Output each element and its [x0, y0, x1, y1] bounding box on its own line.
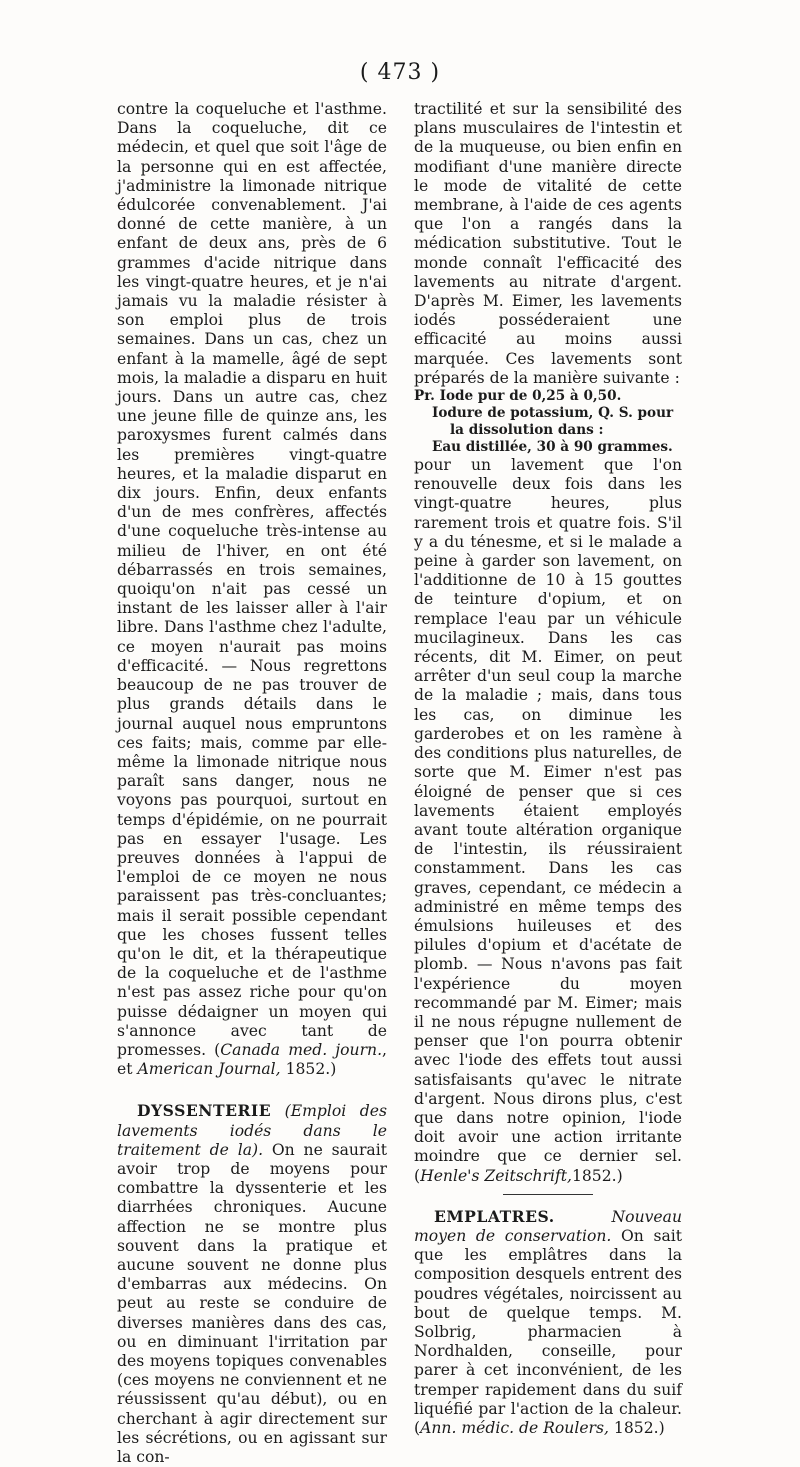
right-column: [414, 100, 682, 1438]
section-heading: DYSSENTERIE: [137, 1101, 272, 1121]
paragraph-continuation: tractilité et sur la sensibilité des plans musculaires de l'intestin et de la muqueuse, ou bien enfin en modifiant d'une manière directe le mode de vitalité de cette membrane, à l'aide de ces agents que l'on a rangés dans la médication substitutive. Tout le monde connaît l'efficacité des lavements au nitrate d'argent. D'après M. Eimer, les lavements iodés posséderaient une efficacité au moins aussi marquée. Ces lavements sont préparés de la manière suivante :: [414, 100, 682, 387]
citation: American Journal,: [137, 1060, 281, 1079]
paragraph-text: 1852.): [608, 1419, 665, 1437]
section-heading: EMPLATRES.: [434, 1206, 555, 1226]
prescription-line: Pr. Iode pur de 0,25 à 0,50.: [414, 388, 622, 405]
section-subtitle: (Emploi des lavements iodés dans le traitement de la).: [117, 1102, 387, 1159]
section-divider: [503, 1194, 593, 1195]
section-gap: [117, 1079, 387, 1101]
page-number: ( 473 ): [359, 60, 441, 85]
paragraph-text: pour un lavement que l'on renouvelle deux fois dans les vingt-quatre heures, plus rarement trois et quatre fois. S'il y a du ténesme, et si le malade a peine à garder son lavement, on l'additionne de 10 à 15 gouttes de teinture d'opium, et on remplace l'eau par un véhicule mucilagineux. Dans les cas récents, dit M. Eimer, on peut arrêter d'un seul coup la marche de la maladie ; mais, dans tous les cas, on diminue les garderobes et on les ramène à des conditions plus naturelles, de sorte que M. Eimer n'est pas éloigné de penser que si ces lavements étaient employés avant toute altération organique de l'intestin, ils réussiraient constamment. Dans les cas graves, cependant, ce médecin a administré en même temps des émulsions huileuses et des pilules d'opium et d'acétate de plomb. — Nous n'avons pas fait l'expérience du moyen recommandé par M. Eimer; mais il ne nous répugne nullement de penser que l'on pourra obtenir avec l'iode des effets tout aussi satisfaisants qu'avec le nitrate d'argent. Nous dirons plus, c'est que dans notre opinion, l'iode doit avoir une action irritante moindre que ce dernier sel. (: [414, 456, 682, 1185]
paragraph-text: On sait que les emplâtres dans la composition desquels entrent des poudres végétales, noircissent au bout de quelque temps. M. Solbrig, pharmacien à Nordhalden, conseille, pour parer à cet inconvénient, de les tremper rapidement dans du suif liquéfié par l'action de la chaleur. (: [414, 1226, 682, 1437]
citation: Henle's Zeitschrift,: [420, 1166, 572, 1185]
paragraph-text: 1852.): [571, 1166, 623, 1185]
paragraph-text: On ne saurait avoir trop de moyens pour combattre la dyssenterie et les diarrhées chroniques. Aucune affection ne se montre plus souvent dans la pratique et aucune souvent ne donne plus d'embarras aux médecins. On peut au reste se conduire de diverses manières dans des cas, ou en diminuant l'irritation par des moyens topiques convenables (ces moyens ne conviennent et ne réussissent qu'au début), ou en cherchant à agir directement sur les sécrétions, ou en agissant sur la con-: [117, 1140, 387, 1467]
prescription: [414, 388, 682, 456]
paragraph-text: contre la coqueluche et l'asthme. Dans la coqueluche, dit ce médecin, et quel que soit l'âge de la personne qui en est affectée, j'administre la limonade nitrique édulcorée convenablement. J'ai donné de cette manière, à un enfant de deux ans, près de 6 grammes d'acide nitrique dans les vingt-quatre heures, et je n'ai jamais vu la maladie résister à son emploi plus de trois semaines. Dans un cas, chez un enfant à la mamelle, âgé de sept mois, la maladie a disparu en huit jours. Dans un autre cas, chez une jeune fille de quinze ans, les paroxysmes furent calmés dans les premières vingt-quatre heures, et la maladie disparut en dix jours. Enfin, deux enfants d'un de mes confrères, affectés d'une coqueluche très-intense au milieu de l'hiver, en ont été débarrassés en trois semaines, quoiqu'on n'ait pas cessé un instant de les laisser aller à l'air libre. Dans l'asthme chez l'adulte, ce moyen n'aurait pas moins d'efficacité. — Nous regrettons beaucoup de ne pas trouver de plus grands détails dans le journal auquel nous empruntons ces faits; mais, comme par elle-même la limonade nitrique nous paraît sans danger, nous ne voyons pas pourquoi, surtout en temps d'épidémie, on ne pourrait pas en essayer l'usage. Les preuves données à l'appui de l'emploi de ce moyen ne nous paraissent pas très-concluantes; mais il serait possible cependant que les choses fussent telles qu'on le dit, et la thérapeutique de la coqueluche et de l'asthme n'est pas assez riche pour qu'on puisse dédaigner un moyen qui s'annonce avec tant de promesses. (: [117, 100, 387, 1059]
citation: Ann. médic. de Roulers,: [420, 1419, 609, 1437]
paragraph-text: , et: [117, 1040, 387, 1079]
citation: Canada med. journ.: [220, 1040, 383, 1059]
paragraph-asthma: [117, 100, 387, 1079]
prescription-line: Iodure de potassium, Q. S. pour: [432, 405, 674, 422]
prescription-line: la dissolution dans :: [450, 422, 604, 439]
section-emplatres: [414, 1207, 682, 1438]
paragraph-lavement: [414, 456, 682, 1186]
paragraph-text: 1852.): [280, 1060, 337, 1079]
prescription-line: Eau distillée, 30 à 90 grammes.: [432, 439, 673, 456]
section-dyssenterie: [117, 1101, 387, 1467]
section-subtitle: Nouveau moyen de conservation.: [414, 1207, 682, 1245]
